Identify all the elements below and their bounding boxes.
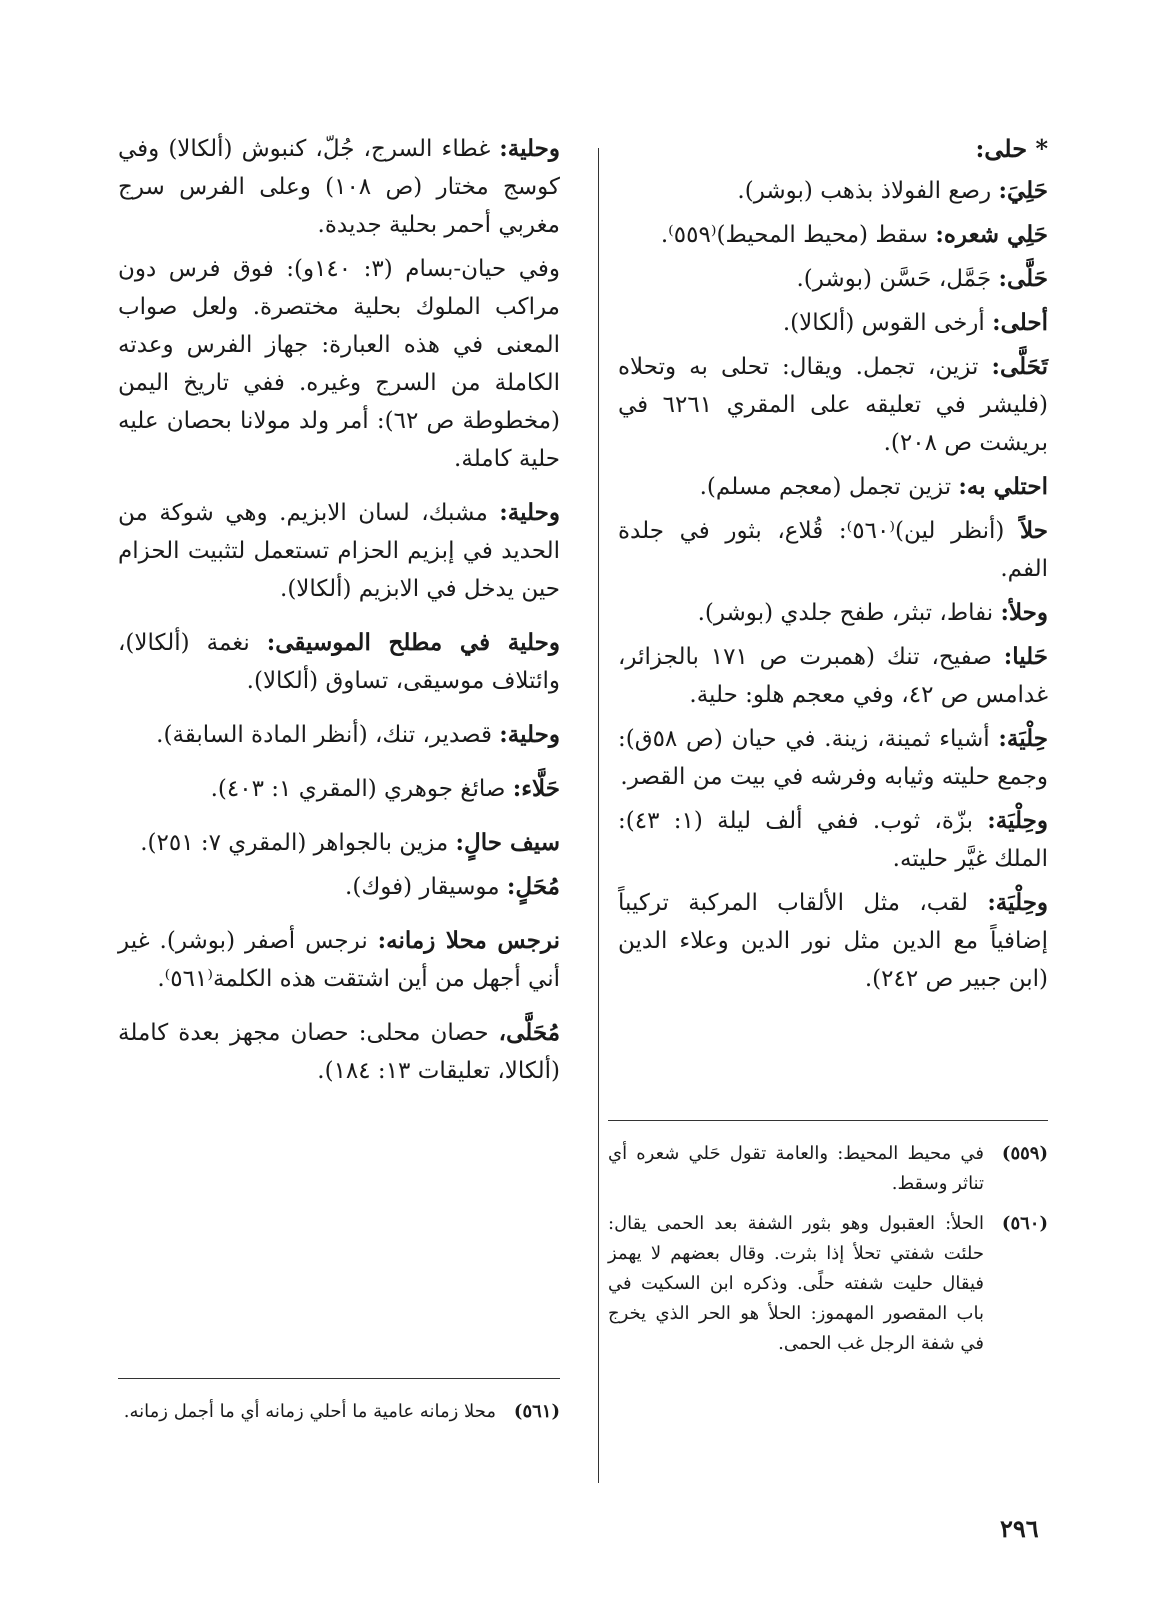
entry-text: تزين تجمل (معجم مسلم). [699, 474, 952, 500]
entry-text: مزين بالجواهر (المقري ٧: ٢٥١). [140, 830, 449, 856]
entry [618, 468, 1048, 506]
entry-head: وحلية: [499, 499, 560, 526]
entry [618, 260, 1048, 298]
entry-text: موسيقار (فوك). [345, 874, 500, 900]
column-divider [598, 148, 599, 1483]
entry [618, 172, 1048, 210]
entry-head: حَلَّى: [998, 265, 1048, 292]
entry [618, 216, 1048, 254]
entry-text: صفيح، تنك (همبرت ص ١٧١ بالجزائر، غدامس ص ٤٢، وفي معجم هلو: حلية. [618, 644, 1048, 708]
footnote-text: في محيط المحيط: والعامة تقول حَلي شعره أي تناثر وسقط. [608, 1143, 984, 1194]
entry-text: بزّة، ثوب. ففي ألف ليلة (١: ٤٣): الملك غيَّر حليته. [618, 808, 1048, 872]
entry [118, 824, 560, 862]
page-number: ٢٩٦ [1000, 1514, 1039, 1543]
entry-text: سقط (محيط المحيط)⁽٥٥٩⁾. [660, 222, 929, 248]
entry-text: أشياء ثمينة، زينة. في حيان (ص ٥٨ق): وجمع حليته وثيابه وفرشه في بيت من القصر. [618, 726, 1048, 790]
entry [118, 130, 560, 244]
footnote-rule [608, 1120, 1048, 1121]
entry-text: مشبك، لسان الابزيم. وهي شوكة من الحديد في إبزيم الحزام تستعمل لتثبيت الحزام حين يدخل في الابزيم (ألكالا). [118, 500, 560, 602]
footnote-rule [118, 1378, 560, 1379]
footnote-text: محلا زمانه عامية ما أحلي زمانه أي ما أجمل زمانه. [123, 1401, 496, 1422]
footnote-number: (٥٦٠) [1001, 1213, 1048, 1234]
entry-head: حلاً [1020, 517, 1048, 544]
entry-text: نفاط، تبثر، طفح جلدي (بوشر). [697, 600, 994, 626]
entry-text: نرجس أصفر (بوشر). غير أني أجهل من أين اشتقت هذه الكلمة⁽٥٦١⁾. [118, 928, 560, 992]
footnote-number: (٥٦١) [513, 1401, 560, 1422]
left-column [118, 130, 560, 1096]
entry-text: رصع الفولاذ بذهب (بوشر). [737, 178, 992, 204]
footnote [608, 1139, 1048, 1199]
footnotes-right [608, 1120, 1048, 1369]
entry [618, 884, 1048, 998]
entry-head: سيف حالٍ: [455, 829, 560, 856]
entry [118, 868, 560, 906]
entry-head: تَحَلَّى: [991, 353, 1048, 380]
root-heading: * حلى: [975, 134, 1048, 163]
entry-head: وحِلْيَة: [987, 889, 1049, 916]
entry [118, 494, 560, 608]
entry [618, 304, 1048, 342]
entry-head: وحلية في مطلح الموسيقى: [266, 629, 560, 656]
entry-head: وحلية: [499, 721, 560, 748]
entry-text: (أنظر لين)⁽٥٦٠⁾: قُلاع، بثور في جلدة الفم. [618, 518, 1048, 582]
entry-text: غطاء السرج، جُلّ، كنبوش (ألكالا) وفي كوسج مختار (ص ١٠٨) وعلى الفرس سرج مغربي أحمر بحلية جديدة. [118, 136, 560, 238]
footnote [118, 1397, 560, 1427]
entry [618, 720, 1048, 796]
entry [118, 770, 560, 808]
entry-head: حَلِي شعره: [935, 221, 1048, 248]
entry-head: حَلِيَ: [998, 177, 1048, 204]
entry [618, 594, 1048, 632]
entry-head: وحلأ: [1000, 599, 1048, 626]
entry-text: حصان محلى: حصان مجهز بعدة كاملة (ألكالا، تعليقات ١٣: ١٨٤). [118, 1020, 560, 1084]
entry [618, 348, 1048, 462]
entry [118, 250, 560, 478]
entry-head: حِلْيَة: [998, 725, 1049, 752]
entry [118, 716, 560, 754]
footnote-text: الحلأ: العقبول وهو بثور الشفة بعد الحمى يقال: حلئت شفتي تحلأ إذا بثرت. وقال بعضهم لا يهمز فيقال حليت شفته حلًى. وذكره ابن السكيت في باب المقصور المهموز: الحلأ هو الحر الذي يخرج في شفة الرجل غب الحمى. [608, 1213, 984, 1354]
footnotes-left [118, 1378, 560, 1437]
entry-head: مُحَلَّى، [498, 1019, 561, 1046]
entry-text: تزين، تجمل. ويقال: تحلى به وتحلاه (فليشر في تعليقه على المقري ٦٢٦١ في بريشت ص ٢٠٨). [618, 354, 1049, 456]
footnote-number: (٥٥٩) [1001, 1143, 1048, 1164]
entry-head: حَليا: [1003, 643, 1049, 670]
entry [618, 512, 1048, 588]
entry-head: مُحَلٍ: [506, 873, 560, 900]
entry-text: نغمة (ألكالا)، وائتلاف موسيقى، تساوق (ألكالا). [118, 630, 560, 694]
entry-head: نرجس محلا زمانه: [377, 927, 561, 954]
entry [618, 638, 1048, 714]
entry-text: أرخى القوس (ألكالا). [782, 310, 985, 336]
entry-head: احتلي به: [958, 473, 1048, 500]
entry-text: جَمَّل، حَسَّن (بوشر). [796, 266, 992, 292]
footnote [608, 1209, 1048, 1359]
entry-text: صائغ جوهري (المقري ١: ٤٠٣). [210, 776, 506, 802]
entry [118, 624, 560, 700]
entry-text: وفي حيان-بسام (٣: ١٤٠و): فوق فرس دون مراكب الملوك بحلية مختصرة. ولعل صواب المعنى في هذه العبارة: جهاز الفرس وعدته الكاملة من السرج وغيره. ففي تاريخ اليمن (مخطوطة ص ٦٢): أمر ولد مولانا بحصان عليه حلية كاملة. [118, 256, 560, 472]
entry [118, 1014, 560, 1090]
entry-head: وحلية: [499, 135, 560, 162]
entry [118, 922, 560, 998]
entry-text: لقب، مثل الألقاب المركبة تركيباً إضافياً مع الدين مثل نور الدين وعلاء الدين (ابن جبير ص ٢٤٢). [618, 890, 1048, 992]
entry-text: قصدير، تنك، (أنظر المادة السابقة). [156, 722, 492, 748]
entry [618, 802, 1048, 878]
entry-head: أحلى: [992, 309, 1048, 336]
entry-head: وحِلْيَة: [987, 807, 1048, 834]
entry-head: حَلَّاء: [512, 775, 560, 802]
right-column [618, 130, 1048, 1004]
